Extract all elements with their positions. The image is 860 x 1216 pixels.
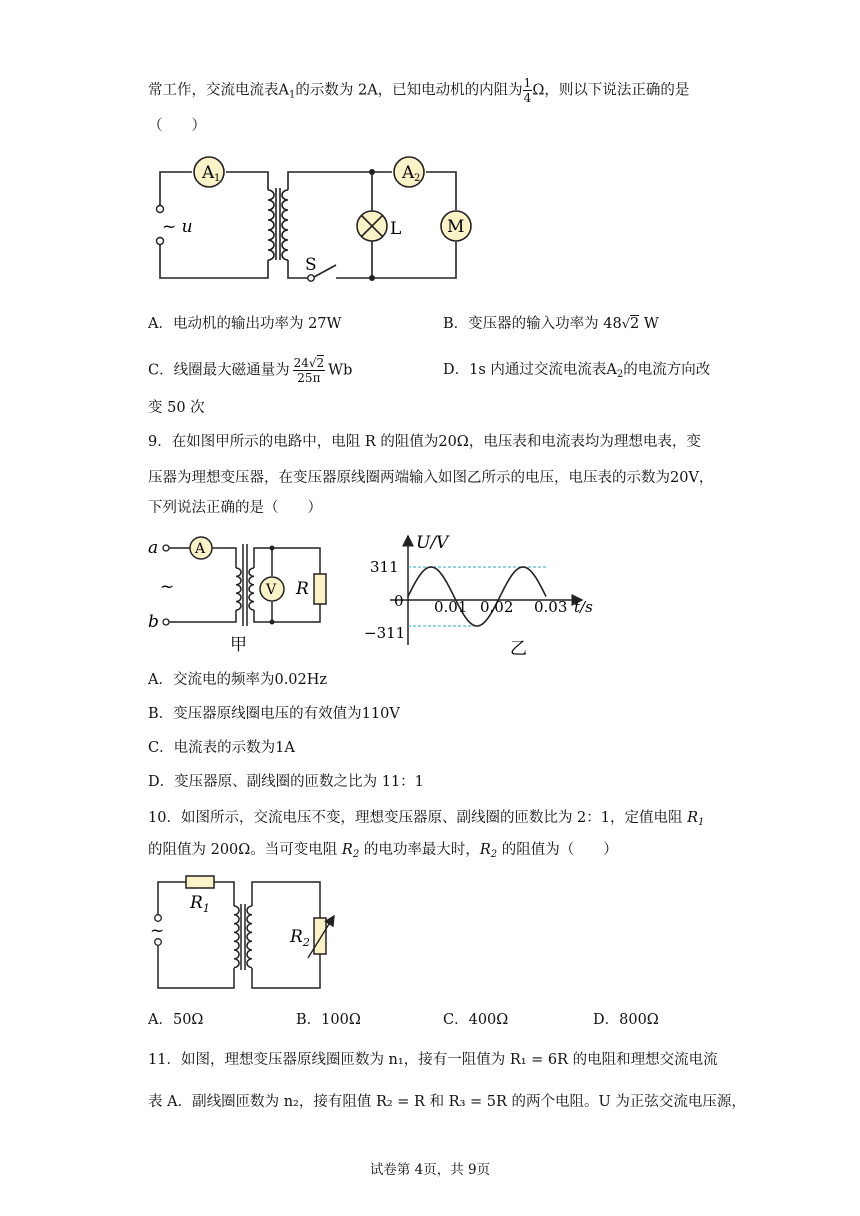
terminal-b-label: b <box>148 612 159 632</box>
q8-text-line1: 常工作，交流电流表$A_1$的示数为 2A，已知电动机的内阻为 $\frac{1}{4}$ Ω，则以下说法正确的是 <box>148 76 690 105</box>
switch-label: S <box>305 255 317 275</box>
ammeter-a2-icon <box>394 157 424 187</box>
q10-option-b: B．100Ω <box>296 1012 361 1028</box>
r1-label: $R_1$ <box>190 893 210 915</box>
svg-text:A: A <box>195 541 206 557</box>
svg-text:1: 1 <box>214 173 221 184</box>
svg-text:2: 2 <box>414 173 421 184</box>
fraction-quarter: $\frac{1}{4}$ <box>523 76 532 105</box>
terminal-a-label: a <box>148 538 159 558</box>
motor-icon <box>441 211 471 241</box>
lamp-icon <box>357 211 387 241</box>
q9-circuit-jia <box>146 534 346 664</box>
q8-circuit-diagram <box>150 150 470 290</box>
page-footer: 试卷第 4页，共 9页 <box>369 1162 491 1178</box>
terminal-b <box>163 619 169 625</box>
q8-option-d: D．1s 内通过交流电流表$A_2$的电流方向改 <box>443 362 711 380</box>
q9-option-d: D．变压器原、副线圈的匝数之比为 11：1 <box>148 774 424 790</box>
svg-text:V: V <box>266 582 277 598</box>
origin-label: 0 <box>394 592 404 610</box>
q10-circuit-diagram <box>148 872 348 992</box>
ac-tilde-symbol: ~ <box>150 921 165 941</box>
q9-option-b: B．变压器原线圈电压的有效值为110V <box>148 706 400 722</box>
y-min-label: −311 <box>364 624 406 642</box>
ammeter-a1-icon <box>194 157 224 187</box>
q9-text-line2: 压器为理想变压器，在变压器原线圈两端输入如图乙所示的电压，电压表的示数为20V， <box>148 470 714 486</box>
junction-top <box>369 169 375 175</box>
source-u-label: ~ u <box>162 217 193 237</box>
q10-option-c: C．400Ω <box>443 1012 509 1028</box>
svg-text:A: A <box>202 163 215 183</box>
x-axis-label: t/s <box>574 598 593 616</box>
q8-option-d-cont: 变 50 次 <box>148 400 205 416</box>
q9-text-line3: 下列说法正确的是（ ） <box>148 500 322 516</box>
q10-text-line1: 10．如图所示，交流电压不变，理想变压器原、副线圈的匝数比为 2：1，定值电阻 $R_1$ <box>148 810 705 828</box>
resistor-r1-icon <box>186 876 214 888</box>
switch-contact <box>308 275 314 281</box>
x-tick-2: 0.02 <box>480 598 514 616</box>
q8-answer-paren: （ ） <box>148 118 206 134</box>
q8-option-a: A．电动机的输出功率为 27W <box>148 316 342 332</box>
q11-text-line2: 表 A．副线圈匝数为 n₂，接有阻值 R₂ = R 和 R₃ = 5R 的两个电阻。U 为正弦交流电压源， <box>148 1094 746 1110</box>
voltmeter-icon <box>260 577 284 601</box>
svg-text:A: A <box>402 163 415 183</box>
terminal-bottom <box>157 238 164 245</box>
q9-text-line1: 9．在如图甲所示的电路中，电阻 R 的阻值为20Ω，电压表和电流表均为理想电表，变 <box>148 434 701 450</box>
q8-option-b: B．变压器的输入功率为 48√2 W <box>443 316 659 332</box>
ammeter-icon <box>190 537 212 559</box>
svg-text:M: M <box>447 217 465 237</box>
r2-label: $R_2$ <box>290 927 310 949</box>
terminal-a <box>163 545 169 551</box>
q9-option-c: C．电流表的示数为1A <box>148 740 295 756</box>
q9-waveform-yi <box>360 530 600 665</box>
q10-option-d: D．800Ω <box>593 1012 659 1028</box>
q8-option-c: C．线圈最大磁通量为 $\frac{24√2}{25\pi}$ Wb <box>148 356 353 385</box>
q10-text-line2: 的阻值为 200Ω。当可变电阻 $R_2$ 的电功率最大时，$R_2$ 的阻值为（ ） <box>148 842 618 860</box>
y-axis-label: U/V <box>416 533 449 553</box>
q11-text-line1: 11．如图，理想变压器原线圈匝数为 n₁，接有一阻值为 R₁ = 6R 的电阻和理想交流电流 <box>148 1052 718 1068</box>
resistor-r-icon <box>314 574 326 604</box>
sine-curve <box>408 567 546 626</box>
junction-bottom <box>369 275 375 281</box>
q10-option-a: A．50Ω <box>148 1012 204 1028</box>
fig-yi-caption: 乙 <box>510 639 527 659</box>
ac-tilde-symbol: ~ <box>160 577 175 597</box>
fig-jia-caption: 甲 <box>230 635 247 655</box>
variable-resistor-r2-icon <box>314 918 326 954</box>
x-tick-1: 0.01 <box>434 598 468 616</box>
resistor-r-label: R <box>296 579 309 599</box>
y-max-label: 311 <box>370 558 399 576</box>
terminal-top <box>157 206 164 213</box>
lamp-label: L <box>390 219 402 239</box>
q9-option-a: A．交流电的频率为0.02Hz <box>148 672 328 688</box>
x-tick-3: 0.03 <box>534 598 568 616</box>
